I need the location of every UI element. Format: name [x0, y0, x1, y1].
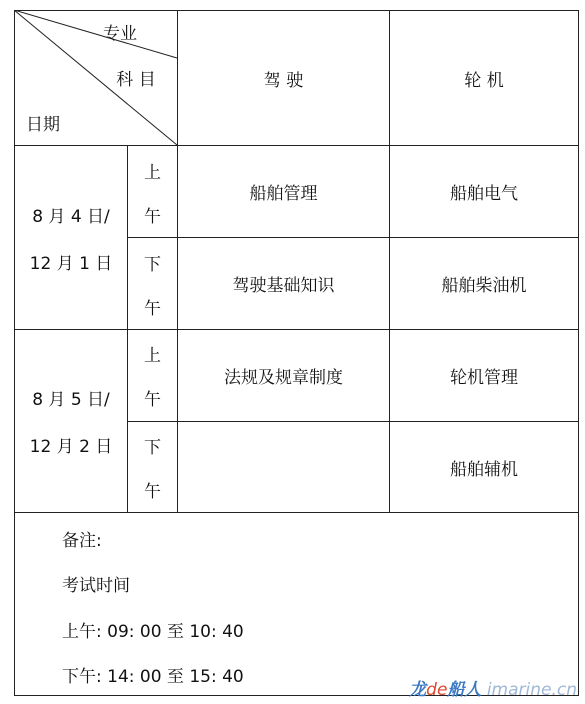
notes-exam-time-heading: 考试时间	[62, 576, 130, 596]
day1-am-engine-subject: 船舶电气	[450, 184, 518, 204]
day1-date-line2: 12 月 1 日	[29, 253, 113, 274]
day2-am-engine-subject: 轮机管理	[450, 368, 518, 388]
day1-am-char2: 午	[144, 206, 161, 227]
column-header-deck: 驾 驶	[263, 70, 304, 91]
watermark-brand-en: de	[426, 680, 448, 700]
watermark-site: imarine.cn	[486, 680, 577, 700]
day2-date-line2: 12 月 2 日	[29, 436, 113, 457]
corner-subject-label: 科 目	[116, 69, 156, 90]
corner-major-label: 专业	[103, 23, 137, 44]
watermark-brand-cn-1: 龙	[409, 680, 427, 700]
day2-pm-char1: 下	[144, 437, 161, 458]
notes-morning-time: 上午: 09: 00 至 10: 40	[62, 622, 244, 642]
day1-am-deck-subject: 船舶管理	[249, 184, 318, 204]
day2-pm-char2: 午	[144, 481, 161, 502]
day2-date-line1: 8 月 5 日/	[32, 389, 110, 410]
column-header-engine: 轮 机	[464, 70, 504, 91]
day1-pm-deck-subject: 驾驶基础知识	[232, 276, 335, 296]
day1-am-char1: 上	[144, 162, 161, 183]
watermark-logo	[409, 675, 577, 700]
day2-am-char2: 午	[144, 389, 161, 410]
corner-date-label: 日期	[26, 114, 60, 135]
day2-am-deck-subject: 法规及规章制度	[224, 368, 343, 388]
day1-pm-char1: 下	[144, 254, 161, 275]
day1-pm-engine-subject: 船舶柴油机	[441, 276, 527, 296]
day2-pm-engine-subject: 船舶辅机	[450, 459, 518, 480]
notes-label: 备注:	[62, 531, 102, 551]
watermark-brand-cn-2: 船人	[447, 680, 482, 700]
day2-pm-deck-subject	[178, 422, 389, 512]
notes-afternoon-time: 下午: 14: 00 至 15: 40	[62, 667, 244, 687]
day1-date-line1: 8 月 4 日/	[32, 206, 110, 227]
day1-pm-char2: 午	[144, 298, 161, 319]
day2-am-char1: 上	[144, 345, 161, 366]
